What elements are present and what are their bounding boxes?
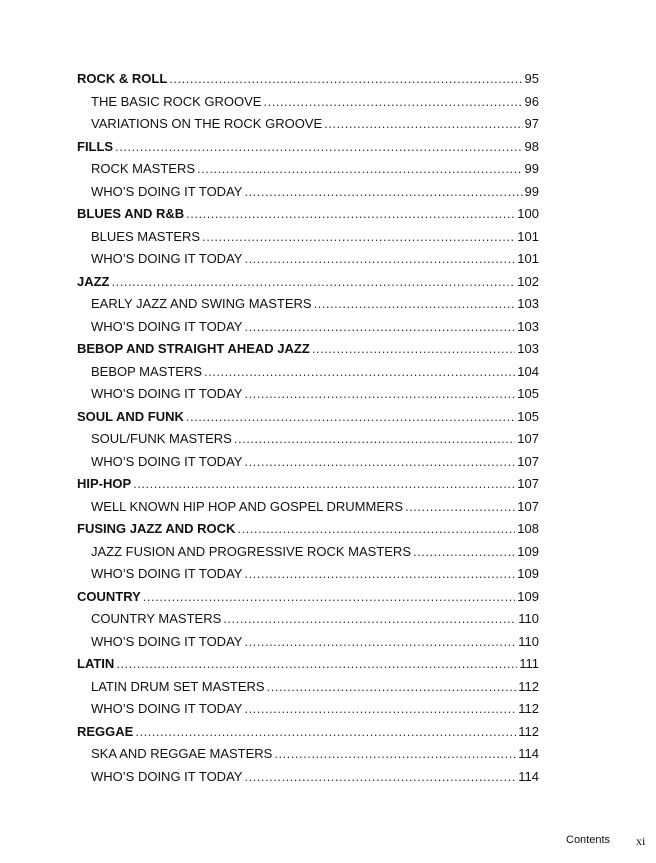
dot-leader <box>244 698 516 721</box>
entry-page-number: 105 <box>517 408 539 424</box>
entry-page-number: 107 <box>517 453 539 469</box>
entry-page-number: 95 <box>524 71 539 86</box>
dot-leader <box>197 158 523 181</box>
toc-section-entry[interactable] <box>77 428 539 451</box>
toc-section-entry[interactable] <box>77 383 539 406</box>
toc-chapter-entry[interactable] <box>77 271 539 294</box>
toc-section-entry[interactable] <box>77 541 539 564</box>
toc-section-entry[interactable] <box>77 676 539 699</box>
entry-page-number: 114 <box>518 768 539 784</box>
entry-title: JAZZ <box>77 273 110 289</box>
entry-page-number: 114 <box>518 746 539 761</box>
toc-section-entry[interactable] <box>77 608 539 631</box>
toc-section-entry[interactable] <box>77 631 539 654</box>
toc-section-entry[interactable] <box>77 248 539 271</box>
dot-leader <box>405 496 515 519</box>
entry-page-number: 109 <box>517 588 539 604</box>
entry-title: JAZZ FUSION AND PROGRESSIVE ROCK MASTERS <box>91 543 411 559</box>
dot-leader <box>263 91 522 114</box>
toc-section-entry[interactable] <box>77 563 539 586</box>
entry-page-number: 110 <box>518 633 539 649</box>
entry-page-number: 101 <box>517 251 539 266</box>
entry-title: HIP-HOP <box>77 476 132 491</box>
entry-title: WHO’S DOING IT TODAY <box>91 251 243 266</box>
entry-page-number: 103 <box>517 296 539 311</box>
entry-title: LATIN <box>77 656 115 671</box>
toc-section-entry[interactable] <box>77 496 539 519</box>
entry-title: WHO’S DOING IT TODAY <box>91 386 243 401</box>
entry-title: SKA AND REGGAE MASTERS <box>91 746 273 761</box>
dot-leader <box>237 518 515 541</box>
toc-chapter-entry[interactable] <box>77 203 539 226</box>
toc-section-entry[interactable] <box>77 181 539 204</box>
entry-page-number: 111 <box>519 656 539 671</box>
footer-page-number: xi <box>636 834 646 848</box>
dot-leader <box>112 271 516 294</box>
toc-section-entry[interactable] <box>77 158 539 181</box>
toc-chapter-entry[interactable] <box>77 473 539 496</box>
dot-leader <box>244 248 515 271</box>
toc-chapter-entry[interactable] <box>77 406 539 429</box>
table-of-contents <box>77 68 539 788</box>
entry-title: THE BASIC ROCK GROOVE <box>91 93 262 109</box>
entry-title: FUSING JAZZ AND ROCK <box>77 521 236 536</box>
entry-title: WHO’S DOING IT TODAY <box>91 453 243 469</box>
entry-title: BLUES AND R&B <box>77 206 185 221</box>
entry-page-number: 110 <box>518 611 539 626</box>
dot-leader <box>116 653 517 676</box>
entry-title: WHO’S DOING IT TODAY <box>91 318 243 334</box>
dot-leader <box>312 338 515 361</box>
toc-section-entry[interactable] <box>77 698 539 721</box>
dot-leader <box>186 406 515 429</box>
toc-chapter-entry[interactable] <box>77 338 539 361</box>
footer-section-label: Contents <box>566 834 611 846</box>
entry-title: WHO’S DOING IT TODAY <box>91 633 243 649</box>
entry-page-number: 100 <box>517 206 539 221</box>
entry-page-number: 112 <box>518 723 539 739</box>
entry-page-number: 104 <box>517 363 539 379</box>
entry-title: BLUES MASTERS <box>91 228 201 244</box>
entry-title: EARLY JAZZ AND SWING MASTERS <box>91 296 312 311</box>
dot-leader <box>324 113 522 136</box>
entry-title: ROCK & ROLL <box>77 71 168 86</box>
entry-page-number: 101 <box>517 228 539 244</box>
entry-title: COUNTRY <box>77 588 141 604</box>
entry-title: WELL KNOWN HIP HOP AND GOSPEL DRUMMERS <box>91 498 404 514</box>
entry-title: BEBOP AND STRAIGHT AHEAD JAZZ <box>77 341 310 356</box>
dot-leader <box>223 608 516 631</box>
toc-section-entry[interactable] <box>77 226 539 249</box>
dot-leader <box>314 293 516 316</box>
entry-page-number: 99 <box>524 183 539 199</box>
dot-leader <box>244 563 515 586</box>
entry-page-number: 96 <box>524 93 539 109</box>
entry-title: SOUL/FUNK MASTERS <box>91 431 232 446</box>
dot-leader <box>169 68 522 91</box>
dot-leader <box>143 586 516 609</box>
entry-title: WHO’S DOING IT TODAY <box>91 566 243 581</box>
toc-section-entry[interactable] <box>77 316 539 339</box>
dot-leader <box>244 316 515 339</box>
entry-page-number: 99 <box>524 161 539 176</box>
entry-title: BEBOP MASTERS <box>91 363 203 379</box>
dot-leader <box>186 203 515 226</box>
toc-section-entry[interactable] <box>77 361 539 384</box>
toc-section-entry[interactable] <box>77 113 539 136</box>
entry-page-number: 109 <box>517 543 539 559</box>
dot-leader <box>244 631 516 654</box>
dot-leader <box>244 451 515 474</box>
entry-title: WHO’S DOING IT TODAY <box>91 701 243 716</box>
entry-title: REGGAE <box>77 723 134 739</box>
toc-chapter-entry[interactable] <box>77 721 539 744</box>
toc-section-entry[interactable] <box>77 743 539 766</box>
toc-section-entry[interactable] <box>77 766 539 789</box>
entry-title: VARIATIONS ON THE ROCK GROOVE <box>91 116 323 131</box>
dot-leader <box>413 541 515 564</box>
entry-page-number: 97 <box>524 116 539 131</box>
toc-chapter-entry[interactable] <box>77 68 539 91</box>
entry-page-number: 112 <box>518 701 539 716</box>
entry-title: WHO’S DOING IT TODAY <box>91 183 243 199</box>
entry-page-number: 103 <box>517 318 539 334</box>
entry-page-number: 98 <box>524 138 539 154</box>
entry-page-number: 103 <box>517 341 539 356</box>
entry-title: WHO’S DOING IT TODAY <box>91 768 243 784</box>
dot-leader <box>267 676 517 699</box>
toc-chapter-entry[interactable] <box>77 136 539 159</box>
dot-leader <box>244 383 515 406</box>
entry-page-number: 109 <box>517 566 539 581</box>
entry-page-number: 107 <box>517 476 539 491</box>
entry-title: FILLS <box>77 138 114 154</box>
entry-page-number: 107 <box>517 431 539 446</box>
entry-page-number: 107 <box>517 498 539 514</box>
entry-title: LATIN DRUM SET MASTERS <box>91 678 265 694</box>
entry-page-number: 105 <box>517 386 539 401</box>
dot-leader <box>244 181 522 204</box>
entry-page-number: 108 <box>517 521 539 536</box>
entry-page-number: 112 <box>518 678 539 694</box>
toc-section-entry[interactable] <box>77 451 539 474</box>
toc-section-entry[interactable] <box>77 293 539 316</box>
dot-leader <box>115 136 522 159</box>
dot-leader <box>204 361 515 384</box>
dot-leader <box>244 766 516 789</box>
entry-title: SOUL AND FUNK <box>77 408 184 424</box>
entry-page-number: 102 <box>517 273 539 289</box>
toc-section-entry[interactable] <box>77 91 539 114</box>
entry-title: COUNTRY MASTERS <box>91 611 222 626</box>
dot-leader <box>202 226 515 249</box>
toc-chapter-entry[interactable] <box>77 518 539 541</box>
toc-chapter-entry[interactable] <box>77 586 539 609</box>
entry-title: ROCK MASTERS <box>91 161 196 176</box>
toc-chapter-entry[interactable] <box>77 653 539 676</box>
dot-leader <box>135 721 516 744</box>
dot-leader <box>274 743 516 766</box>
dot-leader <box>234 428 515 451</box>
dot-leader <box>133 473 515 496</box>
